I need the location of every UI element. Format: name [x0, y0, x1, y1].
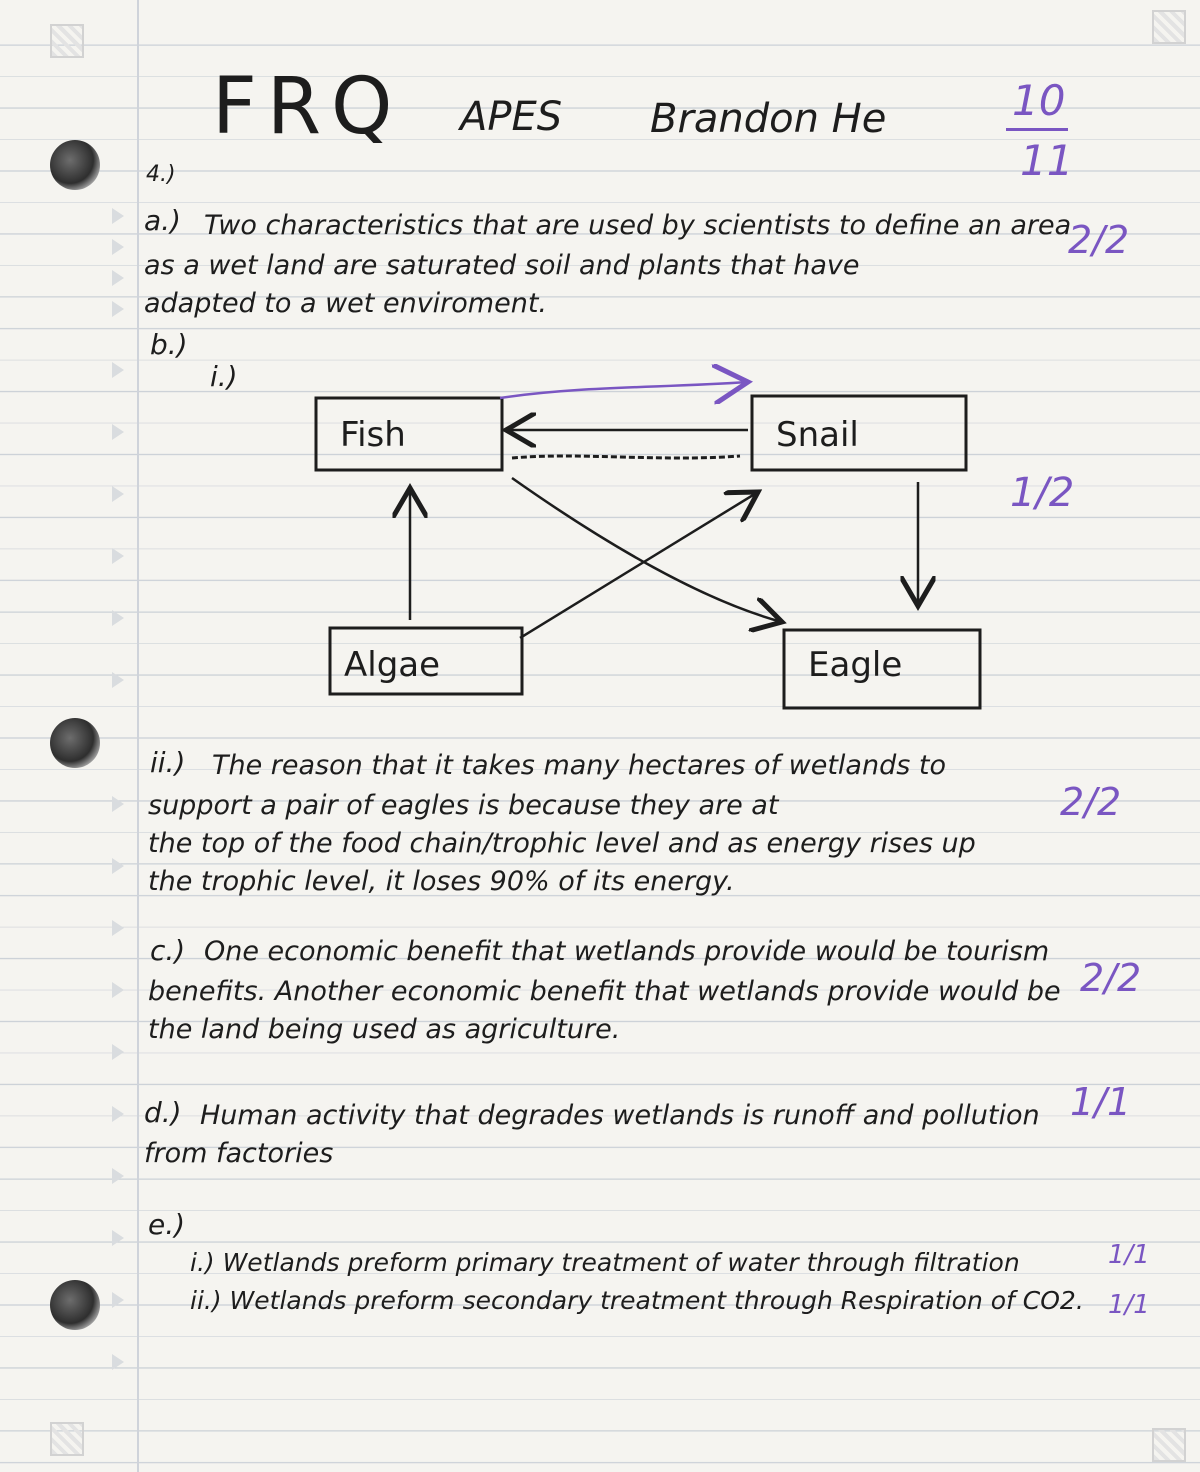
part-c-line-1: One economic benefit that wetlands provide would be tourism [204, 936, 1050, 967]
part-b-ii-line-2: support a pair of eagles is because they are at [148, 790, 779, 821]
part-b-ii-line-3: the top of the food chain/trophic level and as energy rises up [148, 828, 976, 859]
snail-node-label: Snail [776, 415, 859, 455]
part-d-line-2: from factories [144, 1138, 334, 1169]
part-c-score: 2/2 [1080, 956, 1142, 1000]
part-e-ii-score: 1/1 [1108, 1290, 1150, 1320]
part-b-i-label: i.) [210, 360, 238, 393]
part-e-i-score: 1/1 [1108, 1240, 1150, 1270]
grader-correction-arrow [500, 382, 748, 398]
page-title: FRQ [212, 62, 403, 152]
part-c-line-3: the land being used as agriculture. [148, 1014, 621, 1045]
part-c-label: c.) [150, 934, 186, 967]
part-e-label: e.) [148, 1208, 186, 1241]
part-b-ii-label: ii.) [150, 746, 186, 779]
part-b-ii-line-4: the trophic level, it loses 90% of its energy. [148, 866, 735, 897]
part-a-line-2: as a wet land are saturated soil and plants that have [144, 250, 860, 281]
part-d-label: d.) [144, 1096, 182, 1129]
part-a-label: a.) [144, 204, 181, 237]
part-b-label: b.) [150, 328, 188, 361]
total-score-earned: 10 [1012, 76, 1066, 125]
part-e-line-2: ii.) Wetlands preform secondary treatment through Respiration of CO2. [190, 1286, 1084, 1315]
part-b-i-score: 1/2 [1010, 470, 1075, 516]
part-a-line-3: adapted to a wet enviroment. [144, 288, 547, 319]
fish-to-eagle-arrow [512, 478, 782, 622]
algae-node-label: Algae [344, 645, 441, 685]
part-a-line-1: Two characteristics that are used by scientists to define an area [204, 210, 1072, 241]
eagle-node-label: Eagle [808, 645, 903, 685]
fish-node-label: Fish [340, 415, 406, 455]
part-d-line-1: Human activity that degrades wetlands is runoff and pollution [200, 1100, 1040, 1131]
subject-label: APES [460, 94, 563, 140]
question-number: 4.) [146, 162, 176, 187]
part-b-ii-score: 2/2 [1060, 780, 1122, 824]
part-d-score: 1/1 [1070, 1080, 1132, 1124]
part-b-ii-line-1: The reason that it takes many hectares of wetlands to [212, 750, 946, 781]
total-score-possible: 11 [1020, 136, 1074, 185]
part-e-line-1: i.) Wetlands preform primary treatment of water through filtration [190, 1248, 1020, 1277]
algae-to-snail-arrow [520, 492, 758, 638]
part-a-score: 2/2 [1068, 218, 1130, 262]
part-c-line-2: benefits. Another economic benefit that wetlands provide would be [148, 976, 1061, 1007]
crossed-out-arrow [512, 456, 740, 458]
student-name: Brandon He [650, 96, 887, 142]
